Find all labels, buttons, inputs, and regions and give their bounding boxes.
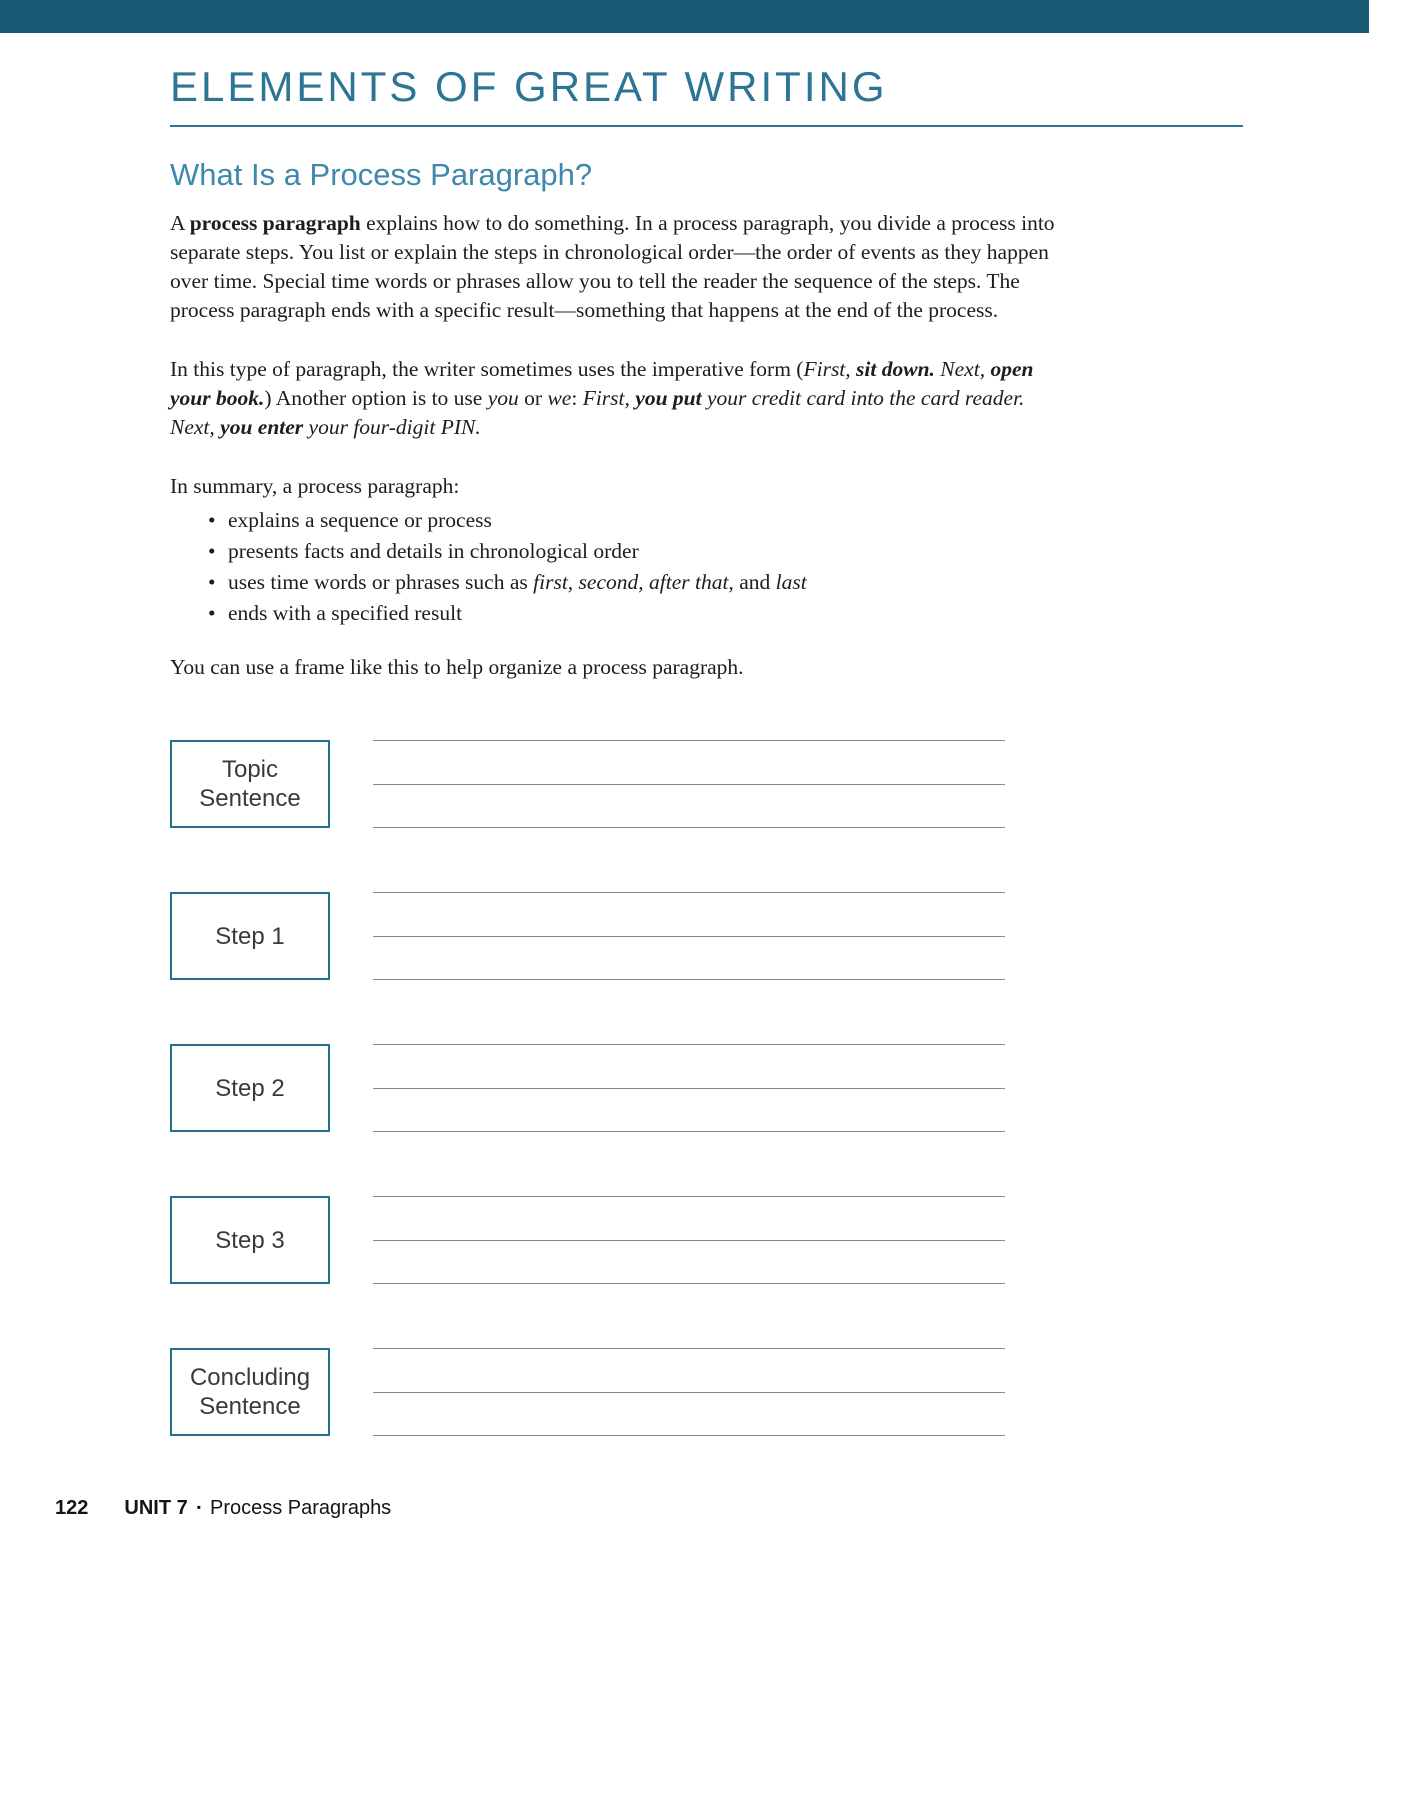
unit-label: UNIT 7 (124, 1497, 188, 1519)
bullet-item: • uses time words or phrases such as first, second, after that, and last (208, 567, 1068, 598)
blank-line (373, 1044, 1005, 1088)
frame-row-step-1 (170, 892, 1009, 980)
blank-line (373, 1240, 1005, 1284)
frame-row-topic-sentence (170, 740, 1009, 828)
blank-line (373, 892, 1005, 936)
paragraph-summary-intro: In summary, a process paragraph: (170, 474, 460, 498)
writing-lines (373, 1348, 1005, 1436)
writing-lines (373, 892, 1005, 980)
frame-label: Step 3 (215, 1226, 285, 1254)
footer-section-label: Process Paragraphs (209, 1497, 392, 1519)
frame-label: Topic Sentence (199, 756, 301, 812)
page-footer (55, 1497, 391, 1520)
body-text (170, 209, 1068, 682)
paragraph-definition: A process paragraph explains how to do something. In a process paragraph, you divide a process into separate steps. You list or explain the steps in chronological order—the order of events as they happen over time. Special time words or phrases allow you to tell the reader the sequence of the steps. The process paragraph ends with a specific result—something that happens at the end of the process. (170, 211, 1055, 322)
writing-lines (373, 740, 1005, 828)
blank-line (373, 1435, 1005, 1436)
frame-label: Step 1 (215, 922, 285, 950)
blank-line (373, 1392, 1005, 1436)
frame-label-box (170, 740, 330, 828)
frame-label: Step 2 (215, 1074, 285, 1102)
page-body (0, 33, 1407, 1436)
blank-line (373, 1131, 1005, 1132)
bullet-item: • explains a sequence or process (208, 505, 1068, 536)
blank-line (373, 1088, 1005, 1132)
title-rule (170, 125, 1243, 127)
frame-label-box (170, 1044, 330, 1132)
bullet-item: • presents facts and details in chronological order (208, 536, 1068, 567)
writing-lines (373, 1196, 1005, 1284)
frame-label: Concluding Sentence (189, 1364, 311, 1420)
writing-lines (373, 1044, 1005, 1132)
blank-line (373, 936, 1005, 980)
frame-label-box (170, 1348, 330, 1436)
blank-line (373, 784, 1005, 828)
page-number: 122 (55, 1497, 89, 1519)
frame-row-concluding-sentence (170, 1348, 1009, 1436)
blank-line (373, 1348, 1005, 1392)
frame-row-step-3 (170, 1196, 1009, 1284)
paragraph-frame (170, 740, 1009, 1436)
blank-line (373, 1196, 1005, 1240)
paragraph-imperative: In this type of paragraph, the writer sometimes uses the imperative form (First, sit down. Next, open your book.) Another option is to use you or we: First, you put your credit card into the card reader. Next, you enter your four-digit PIN. (170, 357, 1034, 439)
blank-line (373, 979, 1005, 980)
frame-row-step-2 (170, 1044, 1009, 1132)
blank-line (373, 1283, 1005, 1284)
section-heading: What Is a Process Paragraph? (170, 157, 593, 192)
paragraph-frame-intro: You can use a frame like this to help organize a process paragraph. (170, 655, 744, 679)
frame-label-box (170, 1196, 330, 1284)
header-color-bar (0, 0, 1369, 33)
blank-line (373, 827, 1005, 828)
bullet-item: • ends with a specified result (208, 598, 1068, 629)
square-bullet-icon: ▪ (196, 1500, 201, 1514)
page-title: ELEMENTS OF GREAT WRITING (170, 63, 888, 110)
summary-bullet-list (208, 505, 1068, 629)
frame-label-box (170, 892, 330, 980)
blank-line (373, 740, 1005, 784)
